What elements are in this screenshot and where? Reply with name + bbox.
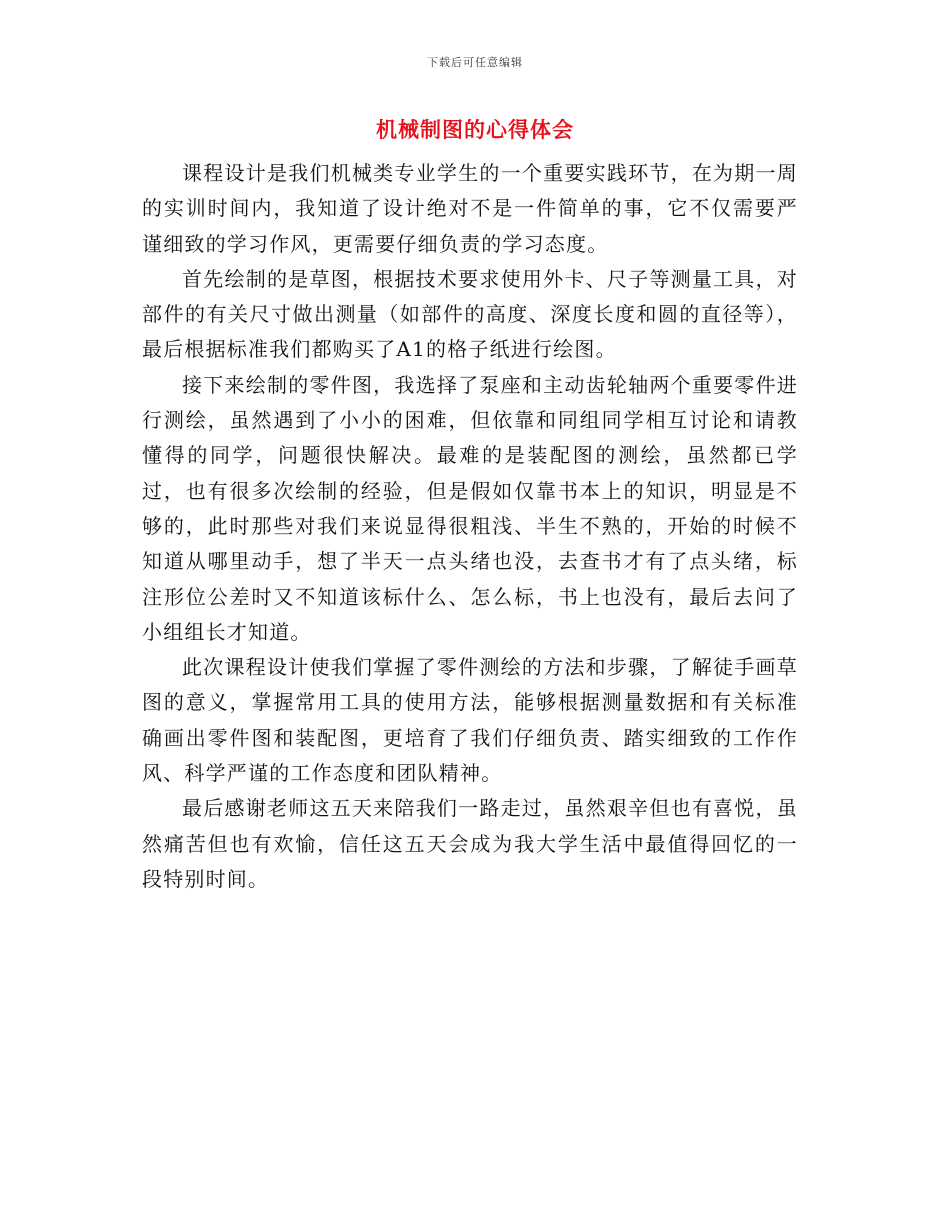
paragraph-4: 此次课程设计使我们掌握了零件测绘的方法和步骤，了解徒手画草图的意义，掌握常用工具的使用方法，能够根据测量数据和有关标准确画出零件图和装配图，更培育了我们仔细负责、踏实细致的工作作风、科学严谨的工作态度和团队精神。 xyxy=(142,655,798,786)
paragraph-2: 首先绘制的是草图，根据技术要求使用外卡、尺子等测量工具，对部件的有关尺寸做出测量（如部件的高度、深度长度和圆的直径等），最后根据标准我们都购买了A1的格子纸进行绘图。 xyxy=(142,266,798,362)
paragraph-3: 接下来绘制的零件图，我选择了泵座和主动齿轮轴两个重要零件进行测绘，虽然遇到了小小的困难，但依靠和同组同学相互讨论和请教懂得的同学，问题很快解决。最难的是装配图的测绘，虽然都已学过，也有很多次绘制的经验，但是假如仅靠书本上的知识，明显是不够的，此时那些对我们来说显得很粗浅、半生不熟的，开始的时候不知道从哪里动手，想了半天一点头绪也没，去查书才有了点头绪，标注形位公差时又不知道该标什么、怎么标，书上也没有，最后去问了小组组长才知道。 xyxy=(142,372,798,644)
paragraph-5: 最后感谢老师这五天来陪我们一路走过，虽然艰辛但也有喜悦，虽然痛苦但也有欢愉，信任这五天会成为我大学生活中最值得回忆的一段特别时间。 xyxy=(142,796,798,891)
document-body xyxy=(142,156,798,897)
paragraph-1: 课程设计是我们机械类专业学生的一个重要实践环节，在为期一周的实训时间内，我知道了设计绝对不是一件简单的事，它不仅需要严谨细致的学习作风，更需要仔细负责的学习态度。 xyxy=(142,161,798,256)
document-title: 机械制图的心得体会 xyxy=(376,117,574,142)
header-note: 下载后可任意编辑 xyxy=(427,56,523,69)
